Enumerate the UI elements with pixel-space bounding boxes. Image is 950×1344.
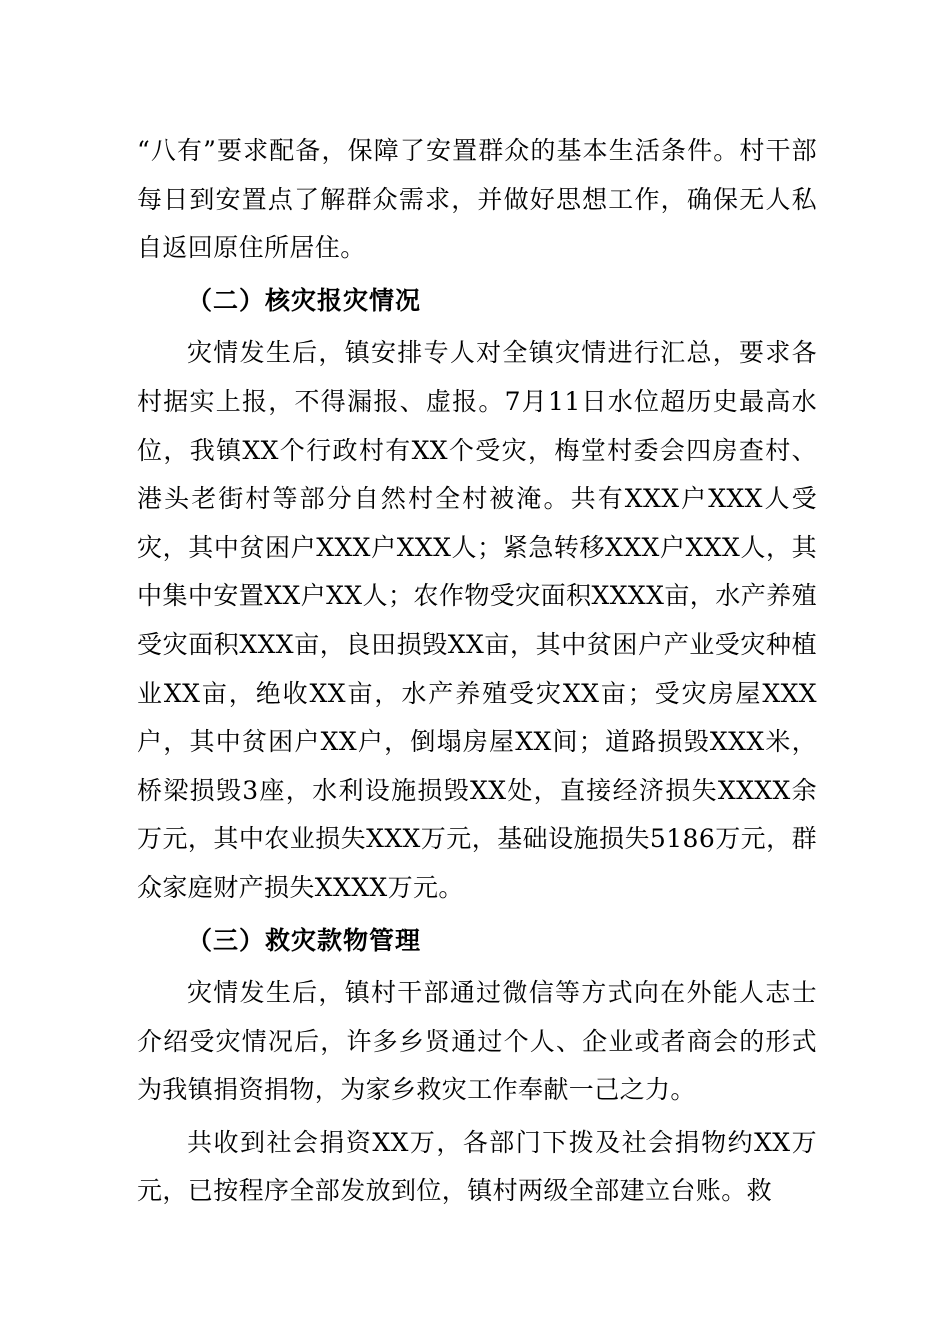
paragraph-resettlement: “八有”要求配备，保障了安置群众的基本生活条件。村干部每日到安置点了解群众需求，并做好思想工作，确保无人私自返回原住所居住。 <box>137 136 817 263</box>
paragraph-donations-summary: 共收到社会捐资XX万，各部门下拨及社会捐物约XX万元，已按程序全部发放到位，镇村两级全部建立台账。救 <box>137 1127 817 1206</box>
section-heading-relief-management: （三）救灾款物管理 <box>187 925 422 955</box>
section-heading-disaster-report: （二）核灾报灾情况 <box>187 285 422 315</box>
paragraph-donations-intro: 灾情发生后，镇村干部通过微信等方式向在外能人志士介绍受灾情况后，许多乡贤通过个人、企业或者商会的形式为我镇捐资捐物，为家乡救灾工作奉献一己之力。 <box>137 978 817 1105</box>
document-body <box>137 127 817 1216</box>
paragraph-disaster-statistics: 灾情发生后，镇安排专人对全镇灾情进行汇总，要求各村据实上报，不得漏报、虚报。7月11日水位超历史最高水位，我镇XX个行政村有XX个受灾，梅堂村委会四房查村、港头老街村等部分自然村全村被淹。共有XXX户XXX人受灾，其中贫困户XXX户XXX人；紧急转移XXX户XXX人，其中集中安置XX户XX人；农作物受灾面积XXXX亩，水产养殖受灾面积XXX亩，良田损毁XX亩，其中贫困户产业受灾种植业XX亩，绝收XX亩，水产养殖受灾XX亩；受灾房屋XXX户，其中贫困户XX户，倒塌房屋XX间；道路损毁XXX米，桥梁损毁3座，水利设施损毁XX处，直接经济损失XXXX余万元，其中农业损失XXX万元，基础设施损失5186万元，群众家庭财产损失XXXX万元。 <box>137 338 817 902</box>
